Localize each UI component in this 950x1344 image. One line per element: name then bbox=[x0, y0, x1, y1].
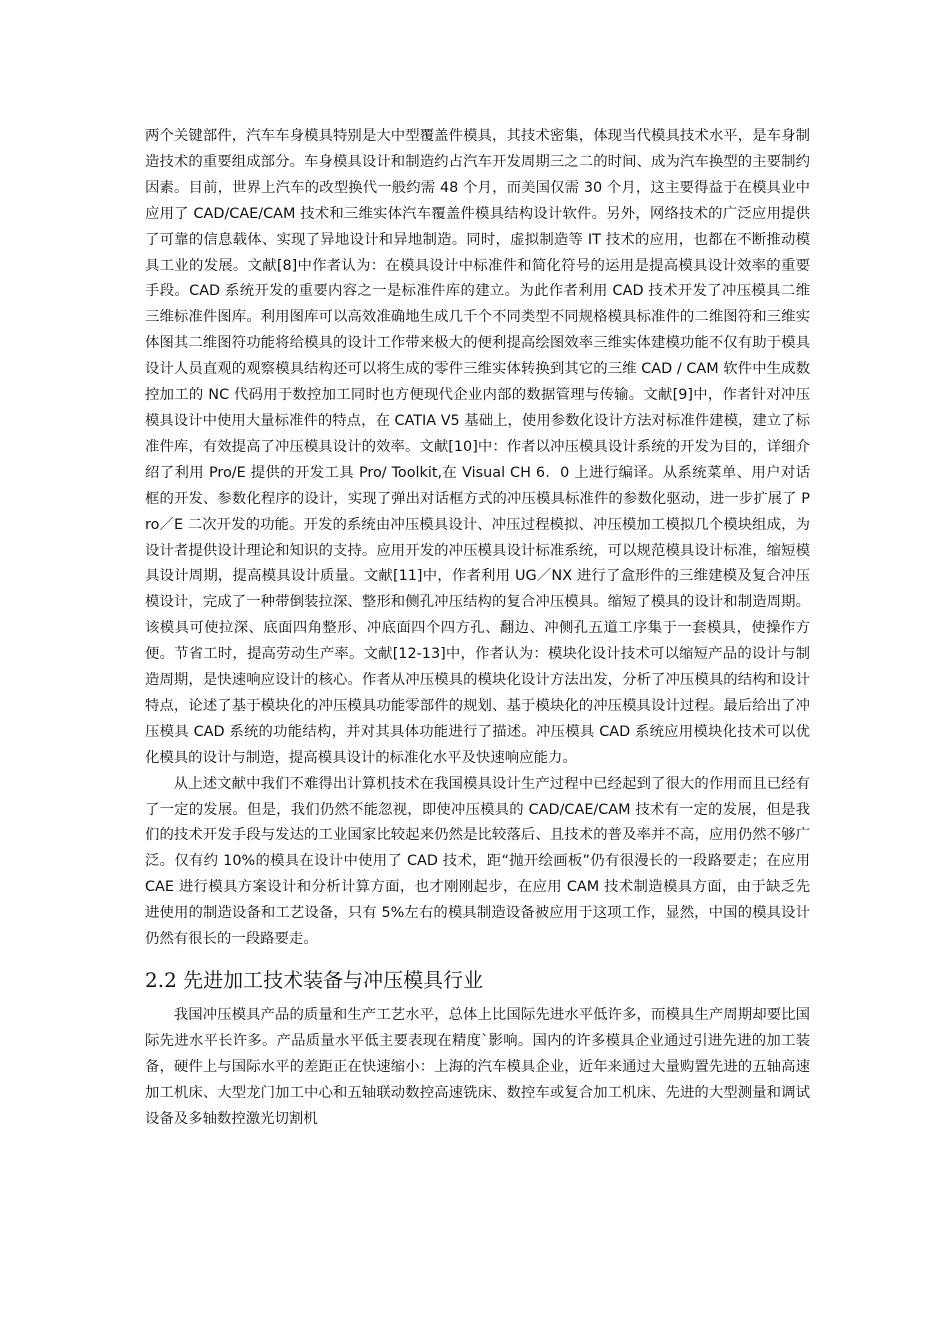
document-body bbox=[145, 124, 810, 1133]
body-paragraph-3: 我国冲压模具产品的质量和生产工艺水平，总体上比国际先进水平低许多，而模具生产周期却要比国际先进水平长许多。产品质量水平低主要表现在精度`影响。国内的许多模具企业通过引进先进的加工装备，硬件上与国际水平的差距正在快速缩小：上海的汽车模具企业，近年来通过大量购置先进的五轴高速加工机床、大型龙门加工中心和五轴联动数控高速铣床、数控车或复合加工机床、先进的大型测量和调试设备及多轴数控激光切割机 bbox=[145, 1007, 810, 1127]
body-paragraph-1: 两个关键部件，汽车车身模具特别是大中型覆盖件模具，其技术密集，体现当代模具技术水平，是车身制造技术的重要组成部分。车身模具设计和制造约占汽车开发周期三之二的时间、成为汽车换型的主要制约因素。目前，世界上汽车的改型换代一般约需 48 个月，而美国仅需 30 个月，这主要得益于在模具业中应用了 CAD/CAE/CAM 技术和三维实体汽车覆盖件模具结构设计软件。另外，网络技术的广泛应用提供了可靠的信息载体、实现了异地设计和异地制造。同时，虚拟制造等 IT 技术的应用，也都在不断推动模具工业的发展。文献[8]中作者认为：在模具设计中标准件和简化符号的运用是提高模具设计效率的重要手段。CAD 系统开发的重要内容之一是标准件库的建立。为此作者利用 CAD 技术开发了冲压模具二维三维标准件图库。利用图库可以高效准确地生成几千个不同类型不同规格模具标准件的二维图符和三维实体图其二维图符功能将给模具的设计工作带来极大的便利提高绘图效率三维实体建模功能不仅有助于模具设计人员直观的观察模具结构还可以将生成的零件三维实体转换到其它的三维 CAD / CAM 软件中生成数控加工的 NC 代码用于数控加工同时也方便现代企业内部的数据管理与传输。文献[9]中，作者针对冲压模具设计中使用大量标准件的特点，在 CATIA V5 基础上，使用参数化设计方法对标准件建模，建立了标准件库，有效提高了冲压模具设计的效率。文献[10]中：作者以冲压模具设计系统的开发为目的，详细介绍了利用 Pro/E 提供的开发工具 Pro/ Toolkit,在 Visual CH 6．0 上进行编译。从系统菜单、用户对话框的开发、参数化程序的设计，实现了弹出对话框方式的冲压模具标准件的参数化驱动，进一步扩展了 Pro／E 二次开发的功能。开发的系统由冲压模具设计、冲压过程模拟、冲压模加工模拟几个模块组成，为设计者提供设计理论和知识的支持。应用开发的冲压模具设计标准系统，可以规范模具设计标准，缩短模具设计周期，提高模具设计质量。文献[11]中，作者利用 UG／NX 进行了盒形件的三维建模及复合冲压模设计，完成了一种带倒装拉深、整形和侧孔冲压结构的复合冲压模具。缩短了模具的设计和制造周期。该模具可使拉深、底面四角整形、冲底面四个四方孔、翻边、冲侧孔五道工序集于一套模具，使操作方便。节省工时，提高劳动生产率。文献[12-13]中，作者认为：模块化设计技术可以缩短产品的设计与制造周期，是快速响应设计的核心。作者从冲压模具的模块化设计方法出发，分析了冲压模具的结构和设计特点，论述了基于模块化的冲压模具功能零部件的规划、基于模块化的冲压模具设计过程。最后给出了冲压模具 CAD 系统的功能结构，并对其具体功能进行了描述。冲压模具 CAD 系统应用模块化技术可以优化模具的设计与制造，提高模具设计的标准化水平及快速响应能力。 bbox=[145, 128, 810, 766]
body-paragraph-2: 从上述文献中我们不难得出计算机技术在我国模具设计生产过程中已经起到了很大的作用而且已经有了一定的发展。但是，我们仍然不能忽视，即使冲压模具的 CAD/CAE/CAM 技术有一定的发展，但是我们的技术开发手段与发达的工业国家比较起来仍然是比较落后、且技术的普及率并不高，应用仍然不够广泛。仅有约 10%的模具在设计中使用了 CAD 技术，距“抛开绘画板”仍有很漫长的一段路要走；在应用 CAE 进行模具方案设计和分析计算方面，也才刚刚起步，在应用 CAM 技术制造模具方面，由于缺乏先进使用的制造设备和工艺设备，只有 5%左右的模具制造设备被应用于这项工作，显然，中国的模具设计仍然有很长的一段路要走。 bbox=[145, 775, 810, 948]
section-heading: 2.2 先进加工技术装备与冲压模具行业 bbox=[145, 968, 484, 992]
